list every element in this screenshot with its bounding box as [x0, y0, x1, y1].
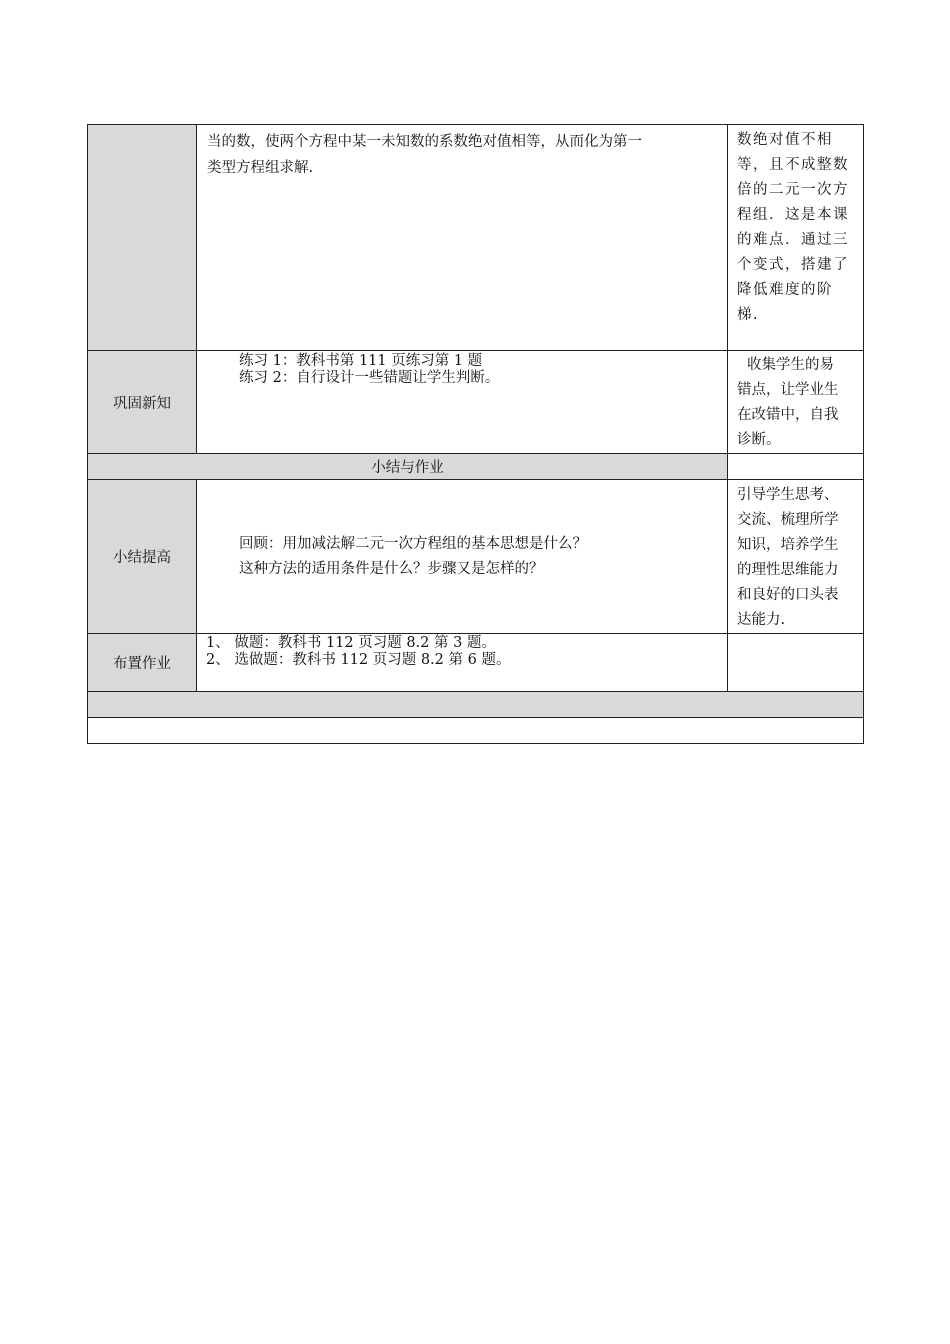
note-line: 诊断。 — [737, 432, 781, 448]
stage-label: 布置作业 — [88, 634, 197, 692]
table-row-homework — [88, 634, 864, 692]
content-cell — [197, 351, 728, 454]
section-header: 小结与作业 — [88, 454, 728, 480]
table-row-continuation — [88, 125, 864, 351]
content-cell — [197, 634, 728, 692]
note-line: 降低难度的阶 — [737, 282, 833, 298]
note-line: 等，且不成整数 — [737, 157, 849, 173]
table-row-section-header — [88, 454, 864, 480]
design-note-cell — [728, 125, 864, 351]
content-line: 2、 选做题：教科书 112 页习题 8.2 第 6 题。 — [206, 652, 511, 668]
table-row-empty-gray — [88, 692, 864, 718]
stage-label: 小结提高 — [88, 480, 197, 634]
note-line: 梯. — [737, 307, 760, 323]
design-note-cell — [728, 480, 864, 634]
note-line: 倍的二元一次方 — [737, 182, 849, 198]
content-line: 类型方程组求解. — [207, 160, 314, 176]
note-line: 知识，培养学生 — [737, 537, 839, 553]
note-line: 的理性思维能力 — [737, 562, 839, 578]
note-line: 数绝对值不相 — [737, 132, 833, 148]
content-line: 练习 2：自行设计一些错题让学生判断。 — [239, 370, 500, 386]
content-line: 练习 1：教科书第 111 页练习第 1 题 — [239, 353, 483, 369]
content-line: 1、 做题：教科书 112 页习题 8.2 第 3 题。 — [206, 635, 496, 651]
note-line: 个变式，搭建了 — [737, 257, 849, 273]
content-cell — [197, 480, 728, 634]
design-note-cell-empty — [728, 634, 864, 692]
table-row-consolidate — [88, 351, 864, 454]
content-cell — [197, 125, 728, 351]
note-line: 交流、梳理所学 — [737, 512, 839, 528]
note-line: 引导学生思考、 — [737, 487, 839, 503]
empty-cell — [88, 718, 864, 744]
lesson-plan-table — [87, 124, 864, 744]
table-row-summary — [88, 480, 864, 634]
content-line: 当的数，使两个方程中某一未知数的系数绝对值相等，从而化为第一 — [207, 134, 642, 150]
content-line: 这种方法的适用条件是什么？步骤又是怎样的？ — [239, 560, 544, 577]
table-row-empty — [88, 718, 864, 744]
stage-cell-empty — [88, 125, 197, 351]
note-line: 在改错中，自我 — [737, 407, 839, 423]
section-header-note-cell — [728, 454, 864, 480]
note-line: 错点，让学业生 — [737, 382, 839, 398]
note-line: 的难点．通过三 — [737, 232, 849, 248]
stage-label: 巩固新知 — [88, 351, 197, 454]
empty-gray-cell — [88, 692, 864, 718]
content-line: 回顾：用加减法解二元一次方程组的基本思想是什么？ — [239, 535, 587, 552]
design-note-cell — [728, 351, 864, 454]
note-line: 达能力. — [737, 612, 786, 628]
note-line: 收集学生的易 — [747, 357, 834, 373]
note-line: 程组．这是本课 — [737, 207, 849, 223]
note-line: 和良好的口头表 — [737, 587, 839, 603]
